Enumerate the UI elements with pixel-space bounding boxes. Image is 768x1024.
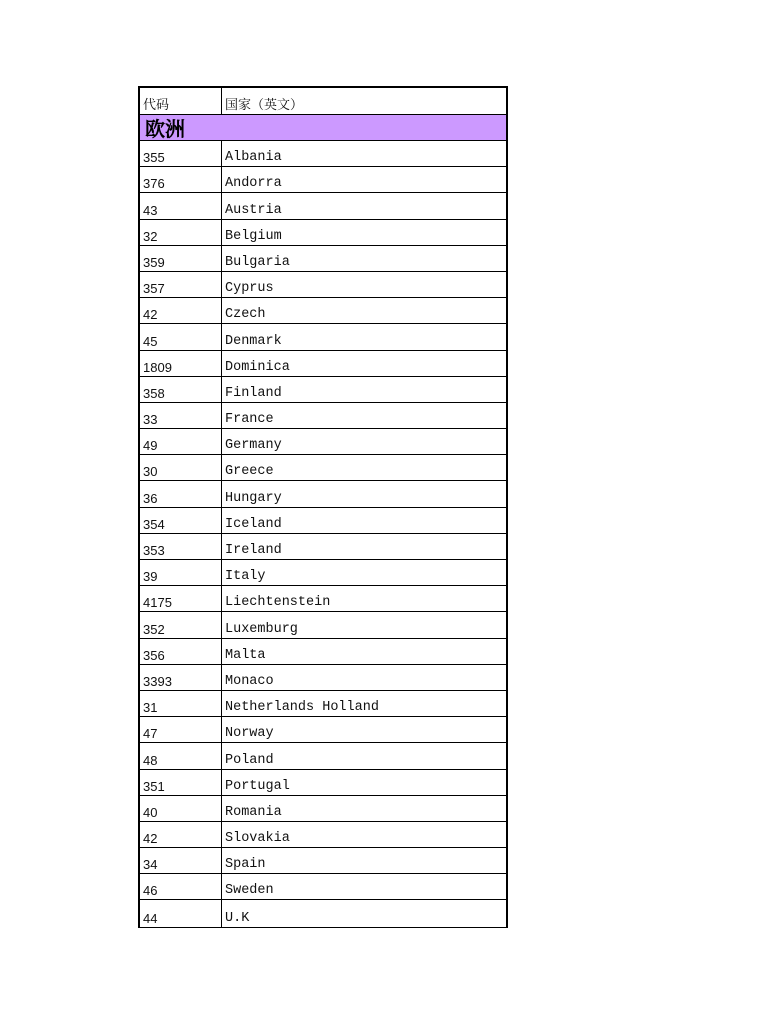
country-column-header: 国家（英文） xyxy=(225,98,304,113)
dial-code-cell: 31 xyxy=(140,691,222,716)
table-row xyxy=(140,508,506,534)
dial-code-cell: 4175 xyxy=(140,586,222,611)
dial-code-cell: 356 xyxy=(140,639,222,664)
table-row xyxy=(140,272,506,298)
table-row xyxy=(140,665,506,691)
region-header-row xyxy=(140,115,506,141)
country-code-table xyxy=(138,86,508,928)
dial-code-cell: 33 xyxy=(140,403,222,428)
table-row xyxy=(140,429,506,455)
table-row xyxy=(140,743,506,769)
table-body xyxy=(140,141,506,927)
dial-code-cell: 34 xyxy=(140,848,222,873)
table-row xyxy=(140,351,506,377)
code-column-header: 代码 xyxy=(140,88,222,114)
dial-code-cell: 39 xyxy=(140,560,222,585)
dial-code-cell: 48 xyxy=(140,743,222,768)
table-header-row xyxy=(140,88,506,115)
dial-code-cell: 46 xyxy=(140,874,222,899)
table-row xyxy=(140,874,506,900)
country-name-cell: Netherlands Holland xyxy=(225,700,379,716)
table-row xyxy=(140,403,506,429)
table-row xyxy=(140,691,506,717)
dial-code-cell: 49 xyxy=(140,429,222,454)
dial-code-cell: 30 xyxy=(140,455,222,480)
country-name-cell: Liechtenstein xyxy=(225,595,331,611)
country-name-cell: Ireland xyxy=(225,543,282,558)
dial-code-cell: 42 xyxy=(140,822,222,847)
country-name-cell: Cyprus xyxy=(225,281,274,297)
table-row xyxy=(140,586,506,612)
country-name-cell: Sweden xyxy=(225,883,274,899)
dial-code-cell: 47 xyxy=(140,717,222,742)
country-name-cell: Luxemburg xyxy=(225,621,298,637)
dial-code-cell: 32 xyxy=(140,220,222,245)
region-label: 欧洲 xyxy=(145,117,185,140)
country-name-cell: Portugal xyxy=(225,778,290,794)
dial-code-cell: 351 xyxy=(140,770,222,795)
dial-code-cell: 354 xyxy=(140,508,222,533)
table-row xyxy=(140,770,506,796)
table-row xyxy=(140,848,506,874)
country-name-cell: France xyxy=(225,412,274,428)
dial-code-cell: 353 xyxy=(140,534,222,559)
country-name-cell: Denmark xyxy=(225,333,282,349)
dial-code-cell: 355 xyxy=(140,141,222,166)
table-row xyxy=(140,717,506,743)
country-name-cell: Belgium xyxy=(225,228,282,244)
country-name-cell: Monaco xyxy=(225,673,274,689)
country-name-cell: Slovakia xyxy=(225,831,290,847)
dial-code-cell: 42 xyxy=(140,298,222,323)
dial-code-cell: 358 xyxy=(140,377,222,402)
table-row xyxy=(140,141,506,167)
table-row xyxy=(140,534,506,560)
table-row xyxy=(140,377,506,403)
country-name-cell: Germany xyxy=(225,438,282,454)
country-name-cell: Italy xyxy=(225,569,266,585)
country-name-cell: Norway xyxy=(225,726,274,742)
dial-code-cell: 357 xyxy=(140,272,222,297)
country-name-cell: Malta xyxy=(225,647,266,663)
country-name-cell: Poland xyxy=(225,752,274,768)
country-name-cell: Romania xyxy=(225,804,282,820)
dial-code-cell: 43 xyxy=(140,193,222,218)
dial-code-cell: 1809 xyxy=(140,351,222,376)
table-row xyxy=(140,639,506,665)
country-name-cell: Spain xyxy=(225,857,266,873)
table-row xyxy=(140,324,506,350)
table-row xyxy=(140,481,506,507)
table-row xyxy=(140,167,506,193)
table-row xyxy=(140,246,506,272)
dial-code-cell: 352 xyxy=(140,612,222,637)
table-row xyxy=(140,560,506,586)
country-name-cell: Austria xyxy=(225,202,282,218)
country-name-cell: U.K xyxy=(225,910,250,926)
dial-code-cell: 45 xyxy=(140,324,222,349)
table-row xyxy=(140,455,506,481)
country-name-cell: Greece xyxy=(225,464,274,480)
country-name-cell: Iceland xyxy=(225,516,282,532)
dial-code-cell: 40 xyxy=(140,796,222,821)
table-row xyxy=(140,796,506,822)
country-name-cell: Czech xyxy=(225,307,266,323)
dial-code-cell: 36 xyxy=(140,481,222,506)
dial-code-cell: 359 xyxy=(140,246,222,271)
country-name-cell: Albania xyxy=(225,150,282,166)
country-name-cell: Dominica xyxy=(225,359,290,375)
table-row xyxy=(140,220,506,246)
country-name-cell: Andorra xyxy=(225,176,282,192)
dial-code-cell: 44 xyxy=(140,900,222,926)
table-row xyxy=(140,822,506,848)
table-row xyxy=(140,298,506,324)
dial-code-cell: 3393 xyxy=(140,665,222,690)
country-name-cell: Bulgaria xyxy=(225,254,290,270)
country-name-cell: Hungary xyxy=(225,490,282,506)
table-row xyxy=(140,193,506,219)
country-name-cell: Finland xyxy=(225,385,282,401)
table-row xyxy=(140,612,506,638)
dial-code-cell: 376 xyxy=(140,167,222,192)
table-row xyxy=(140,900,506,926)
